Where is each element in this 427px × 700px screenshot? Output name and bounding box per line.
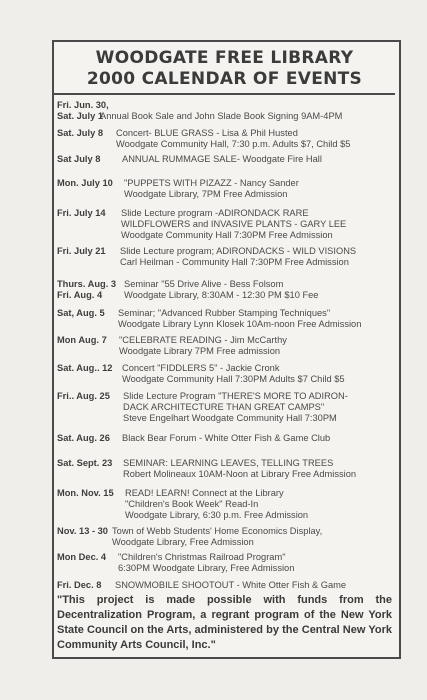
event-date: Thurs. Aug. 3: [57, 279, 117, 289]
event-description-line: Seminar "55 Drive Alive - Bess Folsom: [124, 279, 284, 289]
event-description-line: Woodgate Library, Free Admission: [112, 537, 254, 547]
event-description-line: Concert- BLUE GRASS - Lisa & Phil Husted: [116, 128, 298, 138]
event-date: Nov. 13 - 30: [57, 526, 108, 536]
event-description-line: 6:30PM Woodgate Library, Free Admission: [118, 563, 295, 573]
event-description-line: Black Bear Forum - White Otter Fish & Game Club: [122, 433, 331, 443]
event-description-line: Woodgate Library, 8:30AM - 12:30 PM $10 Fee: [124, 290, 319, 300]
event-date: Mon Aug. 7: [57, 335, 107, 345]
event-date: Sat, Aug. 5: [57, 308, 105, 318]
event-description-line: SEMINAR: LEARNING LEAVES, TELLING TREES: [123, 458, 334, 468]
page-title: [52, 48, 397, 90]
event-description-line: Woodgate Library, 7PM Free Admission: [124, 189, 288, 199]
event-date: Fri. Jun. 30,: [57, 100, 109, 110]
event-date: Sat. Aug.. 12: [57, 363, 113, 373]
title-line-2: 2000 CALENDAR OF EVENTS: [86, 69, 363, 89]
event-description-line: Concert "FIDDLERS 5" - Jackie Cronk: [122, 363, 280, 373]
event-description-line: Woodgate Community Hall 7:30PM Adults $7 Child $5: [122, 374, 345, 384]
event-description-line: Woodgate Library 7PM Free admission: [119, 346, 281, 356]
event-description-line: Carl Heilman - Community Hall 7:30PM Free Admission: [120, 257, 349, 267]
event-description-line: Slide Lecture program -ADIRONDACK RARE: [121, 208, 309, 218]
event-description-line: DACK ARCHITECTURE THAN GREAT CAMPS": [123, 402, 325, 412]
event-description-line: READ! LEARN! Connect at the Library: [125, 488, 284, 498]
event-description-line: "PUPPETS WITH PIZAZZ - Nancy Sander: [124, 178, 299, 188]
event-description-line: Robert Molineaux 10AM-Noon at Library Free Admission: [123, 469, 357, 479]
event-date: Fri. July 21: [57, 246, 106, 256]
event-description-line: Slide Lecture Program "THERE'S MORE TO ADIRON-: [123, 391, 348, 401]
title-divider: [54, 93, 395, 95]
event-description-line: Steve Engelhart Woodgate Community Hall 7:30PM: [123, 413, 337, 423]
event-date: Sat. Aug. 26: [57, 433, 110, 443]
event-description-line: "CELEBRATE READING - Jim McCarthy: [119, 335, 287, 345]
event-description-line: SNOWMOBILE SHOOTOUT - White Otter Fish & Game: [115, 580, 347, 590]
event-date: Fri.. Aug. 25: [57, 391, 110, 401]
event-description-line: Woodgate Community Hall 7:30PM Free Admission: [121, 230, 333, 240]
event-description-line: "Children's Book Week" Read-In: [125, 499, 259, 509]
event-description-line: Annual Book Sale and John Slade Book Signing 9AM-4PM: [100, 111, 343, 121]
event-description-line: Woodgate Library, 6:30 p.m. Free Admission: [125, 510, 309, 520]
event-description-line: Town of Webb Students' Home Economics Display,: [112, 526, 323, 536]
event-date: Fri. July 14: [57, 208, 106, 218]
event-date: Sat. Sept. 23: [57, 458, 113, 468]
event-date: Mon. Nov. 15: [57, 488, 114, 498]
event-date: Sat July 8: [57, 154, 101, 164]
title-line-1: WOODGATE FREE LIBRARY: [95, 48, 354, 68]
event-date-second: Fri. Aug. 4: [57, 290, 103, 300]
event-description-line: Woodgate Community Hall, 7:30 p.m. Adults $7, Child $5: [116, 139, 351, 149]
event-description-line: "Children's Christmas Railroad Program": [118, 552, 286, 562]
event-description-line: Slide Lecture program; ADIRONDACKS - WILD VISIONS: [120, 246, 357, 256]
event-description-line: WILDFLOWERS and INVASIVE PLANTS - GARY LEE: [121, 219, 347, 229]
event-date: Sat. July 8: [57, 128, 103, 138]
event-date-second: Sat. July 1: [57, 111, 103, 121]
event-description-line: ANNUAL RUMMAGE SALE- Woodgate Fire Hall: [122, 154, 322, 164]
event-date: Mon Dec. 4: [57, 552, 107, 562]
event-description-line: Seminar; "Advanced Rubber Stamping Techniques": [118, 308, 331, 318]
event-date: Fri. Dec. 8: [57, 580, 102, 590]
event-date: Mon. July 10: [57, 178, 113, 188]
event-description-line: Woodgate Library Lynn Klosek 10Am-noon Free Admission: [118, 319, 362, 329]
funding-credit: "This project is made possible with funds from the Decentralization Program, a regrant program of the New York State Council on the Arts, administered by the Central New York Community Arts Council, Inc.": [57, 594, 392, 651]
